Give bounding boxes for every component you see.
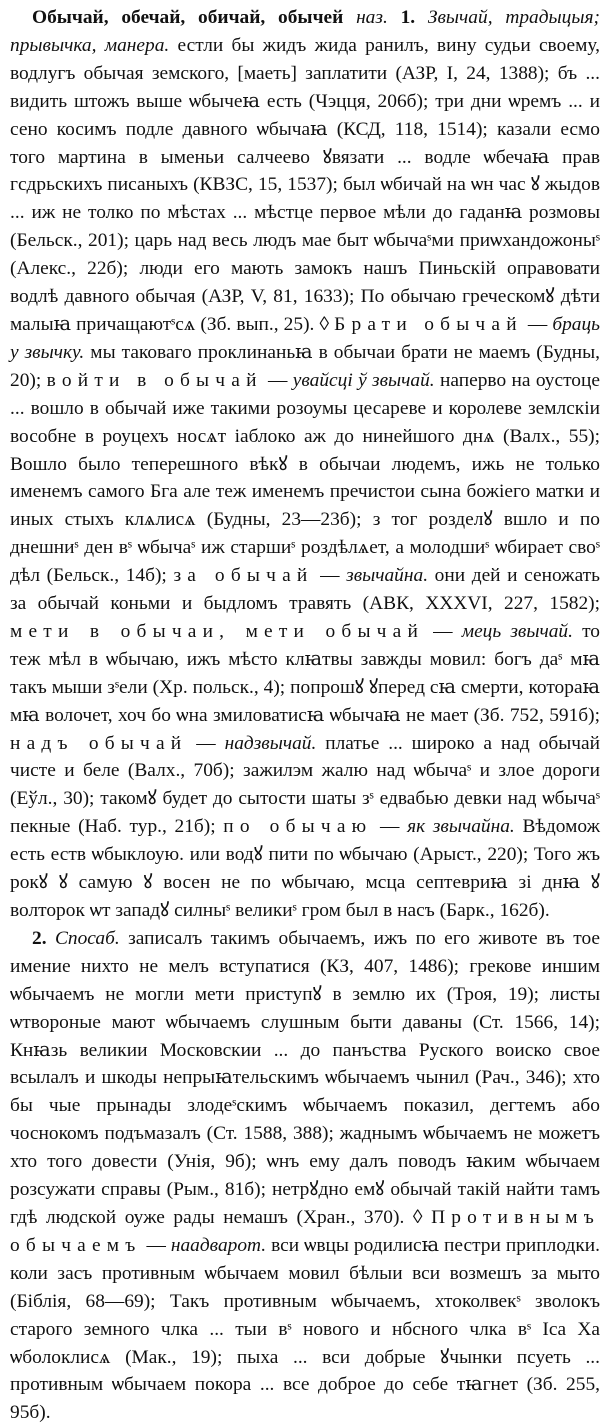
phrase-za-obychai-translation: звычайна. <box>346 565 429 587</box>
sense-1-citations-6: платье ... широко а над обычай чисте и беле (Валх., 70б); зажилэм жалю над ѡбычаˢ и злое дороги (Еўл., 30); такомꙋ будет до сытости шаты зˢ едвабью девки над ѡбычаˢ пекные (Наб. тур., 21б); <box>10 732 600 838</box>
sense-2-citations-2: вси ѡвцы родилисꙗ пестри приплодки. коли засъ противным ѡбычаем мовил бѣлыи вси возмешъ за мыто (Біблія, 68—69); Такъ противным ѡбычаемъ, хтоколвекˢ зволокъ старого земного члка ... тыи вˢ нового и нбсного члка вˢ Ісa Ха ѡболоклисѧ (Мак., 19); пыха ... вси добрые ꙋчынки псуеть ... противным ѡбычаем покора ... все доброе до себе тꙗгнет (Зб. 255, 95б). <box>10 1234 600 1424</box>
phrase-meti-obychai: мети в обычаи, мети обычай <box>10 620 425 642</box>
sense-2-number: 2. <box>32 927 47 949</box>
headword: Обычай, обечай, обичай, обычей <box>32 7 344 28</box>
phrase-za-obychai: за обычай <box>173 565 314 587</box>
phrase-protivnym-obychaem-translation: наадварот. <box>170 1234 267 1256</box>
sense-1-citations-7: Вѣдомож есть еств ѡбыклоую. или водꙋ пити по ѡбычаю (Арыст., 220); Того жъ рокꙋ ꙋ самую ꙋ восен не по ѡбычаю, мсца септевриꙗ зі днꙗ ꙋ волторок ѡт западꙋ силныˢ великиˢ гром был в насъ (Барк., 162б). <box>10 816 600 921</box>
sense-2-gloss: Спосаб. <box>54 927 120 949</box>
sense-1-citations-4: они дей и сеножать за обычай коньми и быдломъ травять (АВК, XXXVI, 227, 1582); <box>10 565 600 615</box>
grammar-label: наз. <box>356 7 388 28</box>
phrase-po-obychaiu-translation: як звычайна. <box>407 816 515 838</box>
phrase-protivnym-obychaem: Противнымъ обычаемъ <box>10 1206 600 1256</box>
phrase-meti-obychai-translation: мець звычай. <box>461 620 573 642</box>
phrase-po-obychaiu: по обычаю <box>223 816 373 838</box>
phrase-brati-obychai: Брати обычай <box>334 313 523 335</box>
sense-1-citations-1: естли бы жидъ жида ранилъ, вину судьи своему, водлугъ обычая земского, [маеть] заплатити (АЗР, I, 24, 1388); бъ ... видить штожъ выше ѡбычеꙗ есть (Чэцця, 206б); три дни ѡремъ ... и сено косимъ подле давного ѡбычаꙗ (КСД, 118, 1514); казали есмо того мартина в ыменьи салчеево ꙋвязати ... водле ѡбечаꙗ прав гсдрьскихъ писаныхъ (КВЗС, 15, 1537); был ѡбичай на ѡн час ꙋ жыдов ... иж не толко по мѣстах ... мѣстце первое мѣли до гаданꙗ розмовы (Бельск., 201); царь над весь людъ мае быт ѡбычаˢми приѡхандожоныˢ (Алекс., 22б); люди его мають замокъ нашъ Пиньскій оправовати водлѣ давного обычая (АЗР, V, 81, 1633); По обычаю греческомꙋ дѣти малыꙗ причащаютˢсѧ (Зб. вып., 25). ◊ <box>10 34 600 335</box>
sense-2-paragraph: 2. Спосаб. записалъ такимъ обычаемъ, ижъ по его животе въ тое имение нихто не мелъ вступатися (КЗ, 407, 1486); грекове иншим ѡбычаемъ не могли мети приступꙋ в землю их (Троя, 19); листы ѡтвороные мают ѡбычаемъ слушным быти даваны (Ст. 1566, 14); Кнꙗзь великии Московскии ... до панъства Руского воиско свое всылалъ и шкоды непрыꙗтельскимъ ѡбычаемъ чынил (Рач., 346); хто бы чые прынады злодеˢскимъ ѡбычаемъ показил, дегтемъ або чоснокомъ подъмазалъ (Ст. 1588, 388); жаднымъ ѡбычаемъ не можетъ хто того довести (Унія, 9б); ѡнъ ему далъ поводъ ꙗким ѡбычаем розсужати справы (Рым., 81б); нетрꙋдно емꙋ обычай такій найти тамъ гдѣ людской оуже рады немашъ (Хран., 370). ◊ Противнымъ обычаемъ — наадварот. вси ѡвцы родилисꙗ пестри приплодки. коли засъ противным ѡбычаем мовил бѣлыи вси возмешъ за мыто (Біблія, 68—69); Такъ противным ѡбычаемъ, хтоколвекˢ зволокъ старого земного члка ... тыи вˢ нового и нбсного члка вˢ Ісa Ха ѡболоклисѧ (Мак., 19); пыха ... вси добрые ꙋчынки псуеть ... противным ѡбычаем покора ... все доброе до себе тꙗгнет (Зб. 255, 95б). <box>10 927 600 1424</box>
phrase-nad-obychai: надъ обычай <box>10 732 188 754</box>
phrase-nad-obychai-translation: надзвычай. <box>224 732 317 754</box>
sense-1-citations-2: мы таковаго проклинаньꙗ в обычаи брати не маемъ (Будны, 20); <box>10 341 600 391</box>
sense-1-citations-5: то теж мѣл в ѡбычаю, ижъ мѣсто клꙗтвы завжды мовил: богъ даˢ мꙗ такъ мыши зˢели (Хр. польск., 4); попрошꙋ ꙋперед сꙗ смерти, котораꙗ мꙗ волочет, хоч бо ѡна змиловатисꙗ ѡбычаꙗ не мает (Зб. 752, 591б); <box>10 620 600 726</box>
sense-1-number: 1. <box>400 7 416 28</box>
phrase-voiti-v-obychai-translation: увайсці ў звычай. <box>292 369 435 391</box>
phrase-brati-obychai-translation: браць у звычку. <box>10 313 600 363</box>
phrase-voiti-v-obychai: войти в обычай <box>46 369 263 391</box>
sense-1-citations-3: наперво на оустоце ... вошло в обычай иже такими розоумы цесареве и королеве землскіи вособне в роуцехъ носѧт іаблоко аж до нинейшого днѧ (Валх., 55); Вошло было теперешного вѣкꙋ в обычаи людемъ, ижь не только именемъ самого Бга але теж именемъ пречистои сына божіего матки и иных стыхъ клѧлисѧ (Будны, 23—23б); з тог розделꙋ вшло и по днешниˢ ден вˢ ѡбычаˢ иж старшиˢ роздѣлѧет, а молодшиˢ ѡбирает своˢ дѣл (Бельск., 14б); <box>10 369 600 587</box>
sense-1-gloss: Звычай, традыцыя; прывычка, манера. <box>10 7 600 56</box>
sense-1-paragraph: Обычай, обечай, обичай, обычей наз. 1. Звычай, традыцыя; прывычка, манера. естли бы жидъ жида ранилъ, вину судьи своему, водлугъ обычая земского, [маеть] заплатити (АЗР, I, 24, 1388); бъ ... видить штожъ выше ѡбычеꙗ есть (Чэцця, 206б); три дни ѡремъ ... и сено косимъ подле давного ѡбычаꙗ (КСД, 118, 1514); казали есмо того мартина в ыменьи салчеево ꙋвязати ... водле ѡбечаꙗ прав гсдрьскихъ писаныхъ (КВЗС, 15, 1537); был ѡбичай на ѡн час ꙋ жыдов ... иж не толко по мѣстах ... мѣстце первое мѣли до гаданꙗ розмовы (Бельск., 201); царь над весь людъ мае быт ѡбычаˢми приѡхандожоныˢ (Алекс., 22б); люди его мають замокъ нашъ Пиньскій оправовати водлѣ давного обычая (АЗР, V, 81, 1633); По обычаю греческомꙋ дѣти малыꙗ причащаютˢсѧ (Зб. вып., 25). ◊ Брати обычай — браць у звычку. мы таковаго проклинаньꙗ в обычаи брати не маемъ (Будны, 20); войти в обычай — увайсці ў звычай. наперво на оустоце ... вошло в обычай иже такими розоумы цесареве и королеве землскіи вособне в роуцехъ носѧт іаблоко аж до нинейшого днѧ (Валх., 55); Вошло было теперешного вѣкꙋ в обычаи людемъ, ижь не только именемъ самого Бга але теж именемъ пречистои сына божіего матки и иных стыхъ клѧлисѧ (Будны, 23—23б); з тог розделꙋ вшло и по днешниˢ ден вˢ ѡбычаˢ иж старшиˢ роздѣлѧет, а молодшиˢ ѡбирает своˢ дѣл (Бельск., 14б); за обычай — звычайна. они дей и сеножать за обычай коньми и быдломъ травять (АВК, XXXVI, 227, 1582); мети в обычаи, мети обычай — мець звычай. то теж мѣл в ѡбычаю, ижъ мѣсто клꙗтвы завжды мовил: богъ даˢ мꙗ такъ мыши зˢели (Хр. польск., 4); попрошꙋ ꙋперед сꙗ смерти, котораꙗ мꙗ волочет, хоч бо ѡна змиловатисꙗ ѡбычаꙗ не мает (Зб. 752, 591б); надъ обычай — надзвычай. платье ... широко а над обычай чисте и беле (Валх., 70б); зажилэм жалю над ѡбычаˢ и злое дороги (Еўл., 30); такомꙋ будет до сытости шаты зˢ едвабью девки над ѡбычаˢ пекные (Наб. тур., 21б); по обычаю — як звычайна. Вѣдомож есть еств ѡбыклоую. или водꙋ пити по ѡбычаю (Арыст., 220); Того жъ рокꙋ ꙋ самую ꙋ восен не по ѡбычаю, мсца септевриꙗ зі днꙗ ꙋ волторок ѡт западꙋ силныˢ великиˢ гром был в насъ (Барк., 162б). <box>10 7 600 921</box>
sense-2-citations-1: записалъ такимъ обычаемъ, ижъ по его животе въ тое имение нихто не мелъ вступатися (КЗ, 407, 1486); грекове иншим ѡбычаемъ не могли мети приступꙋ в землю их (Троя, 19); листы ѡтвороные мают ѡбычаемъ слушным быти даваны (Ст. 1566, 14); Кнꙗзь великии Московскии ... до панъства Руского воиско свое всылалъ и шкоды непрыꙗтельскимъ ѡбычаемъ чынил (Рач., 346); хто бы чые прынады злодеˢскимъ ѡбычаемъ показил, дегтемъ або чоснокомъ подъмазалъ (Ст. 1588, 388); жаднымъ ѡбычаемъ не можетъ хто того довести (Унія, 9б); ѡнъ ему далъ поводъ ꙗким ѡбычаем розсужати справы (Рым., 81б); нетрꙋдно емꙋ обычай такій найти тамъ гдѣ людской оуже рады немашъ (Хран., 370). ◊ <box>10 927 600 1228</box>
